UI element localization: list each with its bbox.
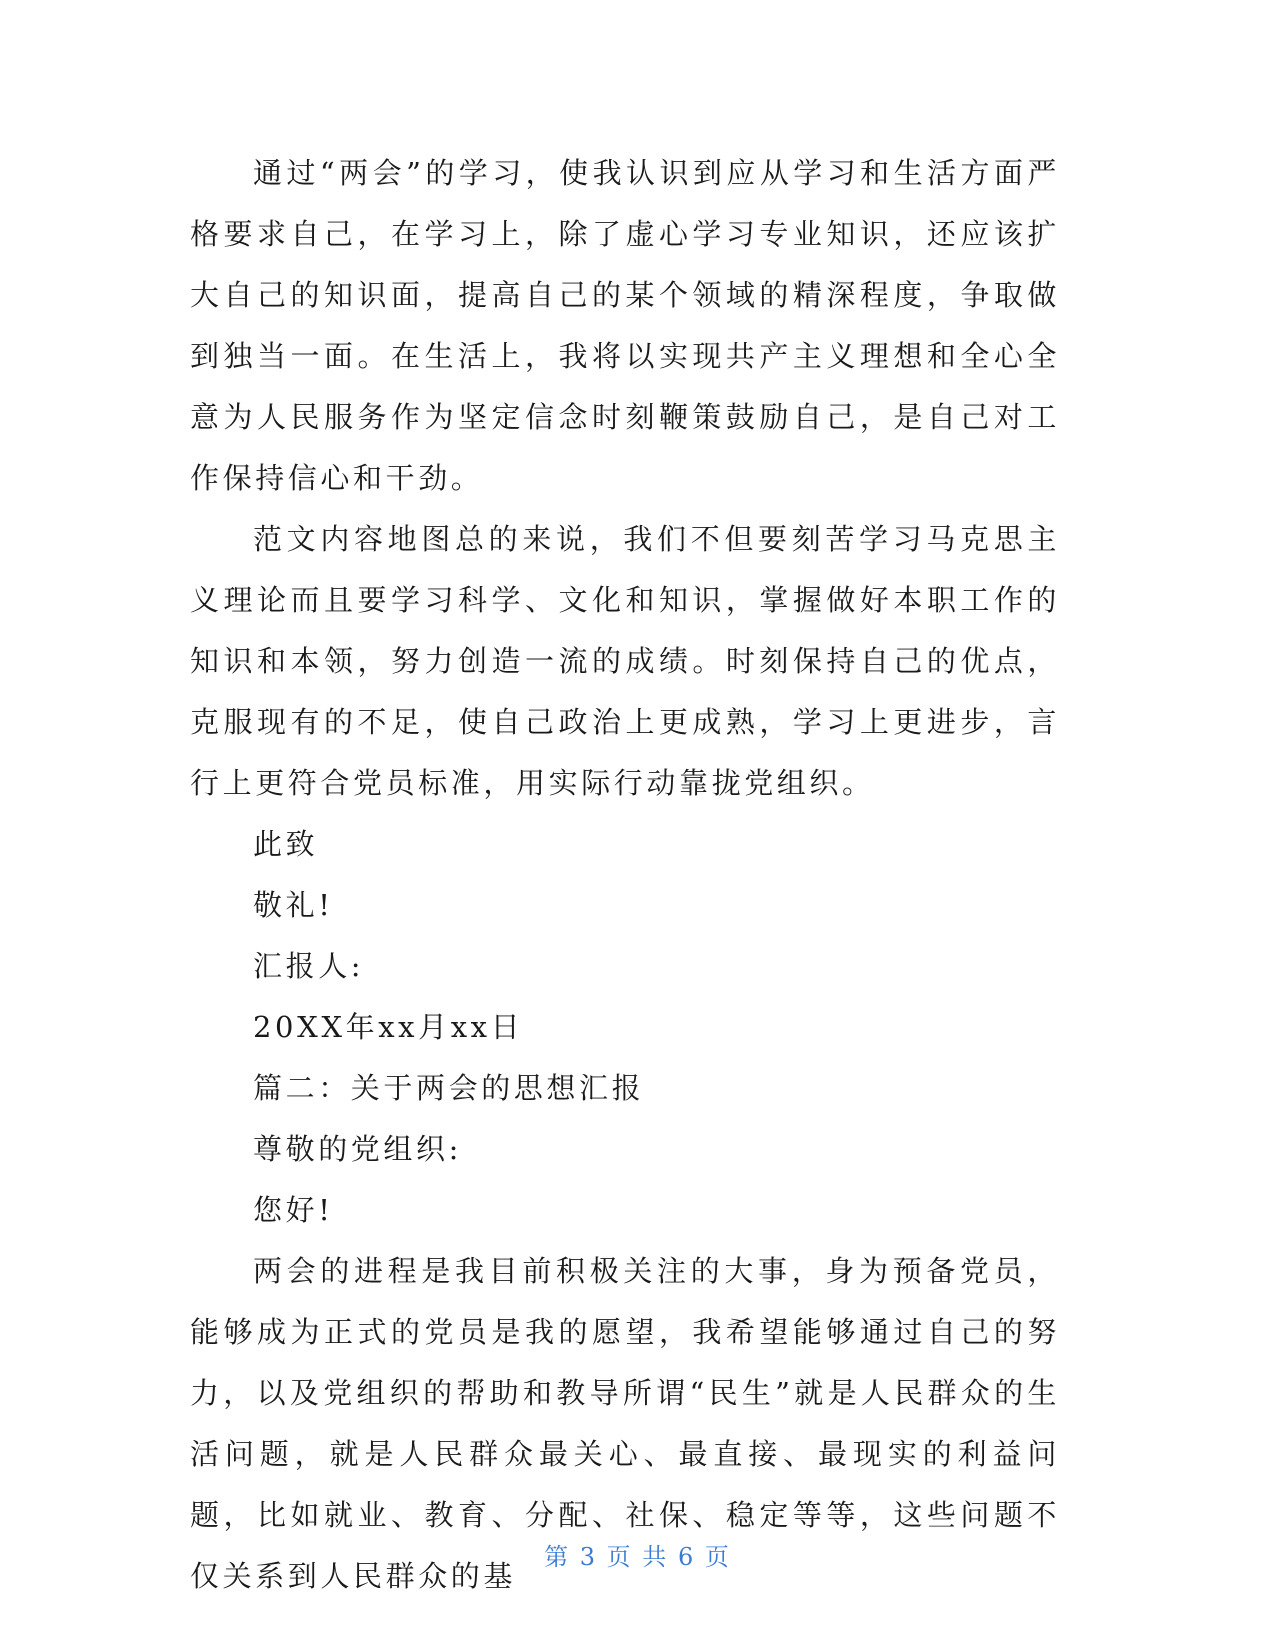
page-number-footer: 第 3 页 共 6 页 <box>544 1543 731 1571</box>
closing-respect: 敬礼! <box>253 888 334 922</box>
greeting: 尊敬的党组织: <box>253 1132 462 1166</box>
section-title: 篇二：关于两会的思想汇报 <box>253 1071 645 1105</box>
document-body <box>190 143 1060 1607</box>
paragraph-study-requirements: 通过“两会”的学习，使我认识到应从学习和生活方面严格要求自己，在学习上，除了虚心学习专业知识，还应该扩大自己的知识面，提高自己的某个领域的精深程度，争取做到独当一面。在生活上，我将以实现共产主义理想和全心全意为人民服务作为坚定信念时刻鞭策鼓励自己，是自己对工作保持信心和干劲。 <box>190 156 1060 495</box>
report-date: 20XX年xx月xx日 <box>253 1010 524 1044</box>
paragraph-two-sessions: 两会的进程是我目前积极关注的大事，身为预备党员，能够成为正式的党员是我的愿望，我希望能够通过自己的努力，以及党组织的帮助和教导所谓“民生”就是人民群众的生活问题，就是人民群众最关心、最直接、最现实的利益问题，比如就业、教育、分配、社保、稳定等等，这些问题不仅关系到人民群众的基 <box>190 1254 1060 1593</box>
paragraph-summary: 范文内容地图总的来说，我们不但要刻苦学习马克思主义理论而且要学习科学、文化和知识，掌握做好本职工作的知识和本领，努力创造一流的成绩。时刻保持自己的优点，克服现有的不足，使自己政治上更成熟，学习上更进步，言行上更符合党员标准，用实际行动靠拢党组织。 <box>190 522 1060 800</box>
hello: 您好! <box>253 1193 334 1227</box>
reporter-label: 汇报人: <box>253 949 365 983</box>
closing-salutation: 此致 <box>253 827 319 861</box>
